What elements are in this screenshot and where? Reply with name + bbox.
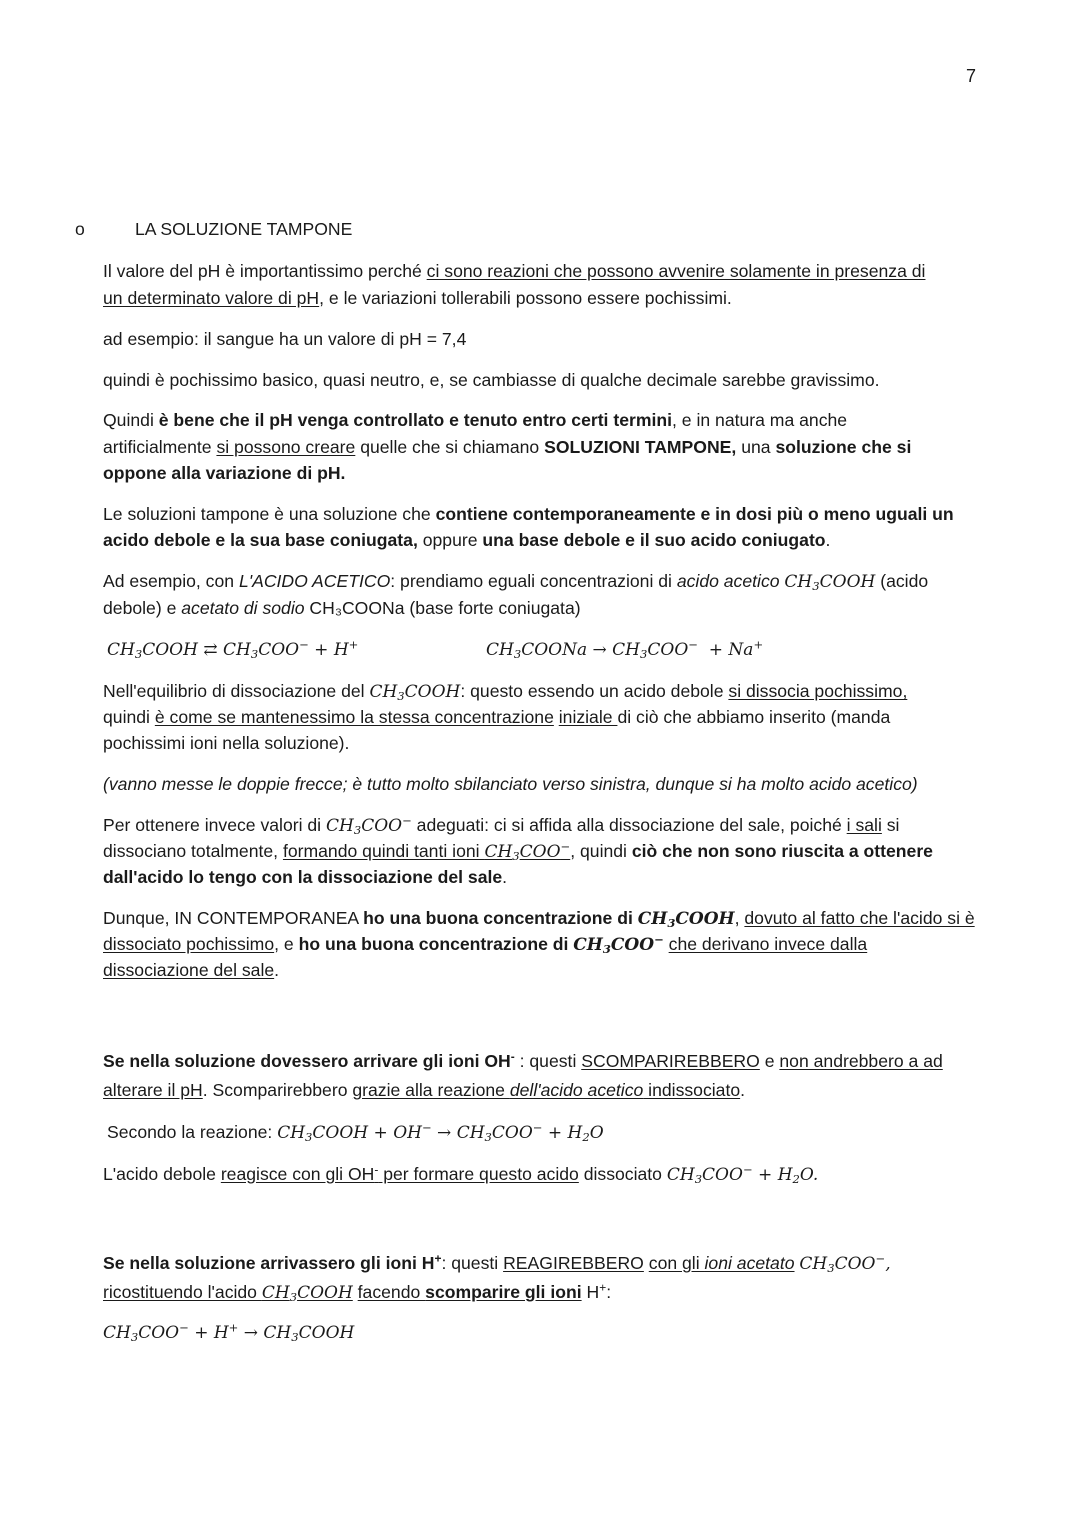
paragraph-line: Ad esempio, con L'ACIDO ACETICO: prendiamo eguali concentrazioni di acido acetico $CH_3COOH$ (acido <box>103 571 929 594</box>
paragraph-line: oppone alla variazione di pH. <box>103 463 346 483</box>
equation-acetate-dissociation: $CH_3COONa \to CH_3COO^- + Na^+$ <box>486 637 764 662</box>
paragraph-line: ad esempio: il sangue ha un valore di pH = 7,4 <box>103 329 467 349</box>
paragraph-line: artificialmente si possono creare quelle che si chiamano SOLUZIONI TAMPONE, una soluzione che si <box>103 437 912 457</box>
paragraph-line: debole) e acetato di sodio CH₃COONa (base forte coniugata) <box>103 598 581 618</box>
paragraph-line: pochissimi ioni nella soluzione). <box>103 733 350 753</box>
paragraph-line: alterare il pH. Scomparirebbero grazie alla reazione dell'acido acetico indissociato. <box>103 1080 746 1100</box>
paragraph-line: dall'acido lo tengo con la dissociazione del sale. <box>103 867 508 887</box>
paragraph-line: dissociazione del sale. <box>103 960 280 980</box>
paragraph-line: Per ottenere invece valori di $CH_3COO^-$ adeguati: ci si affida alla dissociazione del sale, poiché i sali si <box>103 813 900 838</box>
paragraph-line: quindi è pochissimo basico, quasi neutro, e, se cambiasse di qualche decimale sarebbe gravissimo. <box>103 370 880 390</box>
page-number: 7 <box>966 66 977 86</box>
paragraph-line: dissociano totalmente, formando quindi tanti ioni $CH_3COO^-$, quindi ciò che non sono riuscita a ottenere <box>103 839 933 864</box>
paragraph-line: ricostituendo l'acido $CH_3COOH$ facendo scomparire gli ioni H+: <box>103 1280 612 1305</box>
paragraph-line: L'acido debole reagisce con gli OH- per formare questo acido dissociato $CH_3COO^- + H_2O$. <box>103 1162 819 1187</box>
paragraph-line: un determinato valore di pH, e le variazioni tollerabili possono essere pochissimi. <box>103 288 732 308</box>
paragraph-line-reaction: Secondo la reazione: $CH_3COOH + OH^- \to CH_3COO^- + H_2O$ <box>107 1120 604 1145</box>
paragraph-line: Nell'equilibrio di dissociazione del $CH_3COOH$: questo essendo un acido debole si dissocia pochissimo, <box>103 681 908 704</box>
equation-acetate-protonation: $CH_3COO^- + H^+$ → $CH_3COOH$ <box>103 1320 355 1345</box>
paragraph-line: Le soluzioni tampone è una soluzione che contiene contemporaneamente e in dosi più o meno uguali un <box>103 504 954 524</box>
paragraph-line: Il valore del pH è importantissimo perché ci sono reazioni che possono avvenire solamente in presenza di <box>103 261 926 281</box>
equation-acetic-dissociation: $CH_3COOH$ ⇄ $CH_3COO^- + H^+$ <box>107 637 359 662</box>
bullet: o <box>75 219 85 239</box>
paragraph-line: Quindi è bene che il pH venga controllato e tenuto entro certi termini, e in natura ma anche <box>103 410 848 430</box>
paragraph-line: Se nella soluzione dovessero arrivare gli ioni OH- : questi SCOMPARIREBBERO e non andrebbero a ad <box>103 1049 943 1071</box>
paragraph-line: dissociato pochissimo, e ho una buona concentrazione di $CH_3COO^-$ che derivano invece dalla <box>103 932 868 957</box>
paragraph-line: Dunque, IN CONTEMPORANEA ho una buona concentrazione di $CH_3COOH$, dovuto al fatto che l'acido si è <box>103 908 975 931</box>
paragraph-line: Se nella soluzione arrivassero gli ioni H+: questi REAGIREBBERO con gli ioni acetato $CH_3COO^-$, <box>103 1251 891 1276</box>
paragraph-line: acido debole e la sua base coniugata, oppure una base debole e il suo acido coniugato. <box>103 530 831 550</box>
section-title: LA SOLUZIONE TAMPONE <box>135 219 353 239</box>
paragraph-line-note: (vanno messe le doppie frecce; è tutto molto sbilanciato verso sinistra, dunque si ha molto acido acetico) <box>103 774 918 794</box>
paragraph-line: quindi è come se mantenessimo la stessa concentrazione iniziale di ciò che abbiamo inserito (manda <box>103 707 891 727</box>
